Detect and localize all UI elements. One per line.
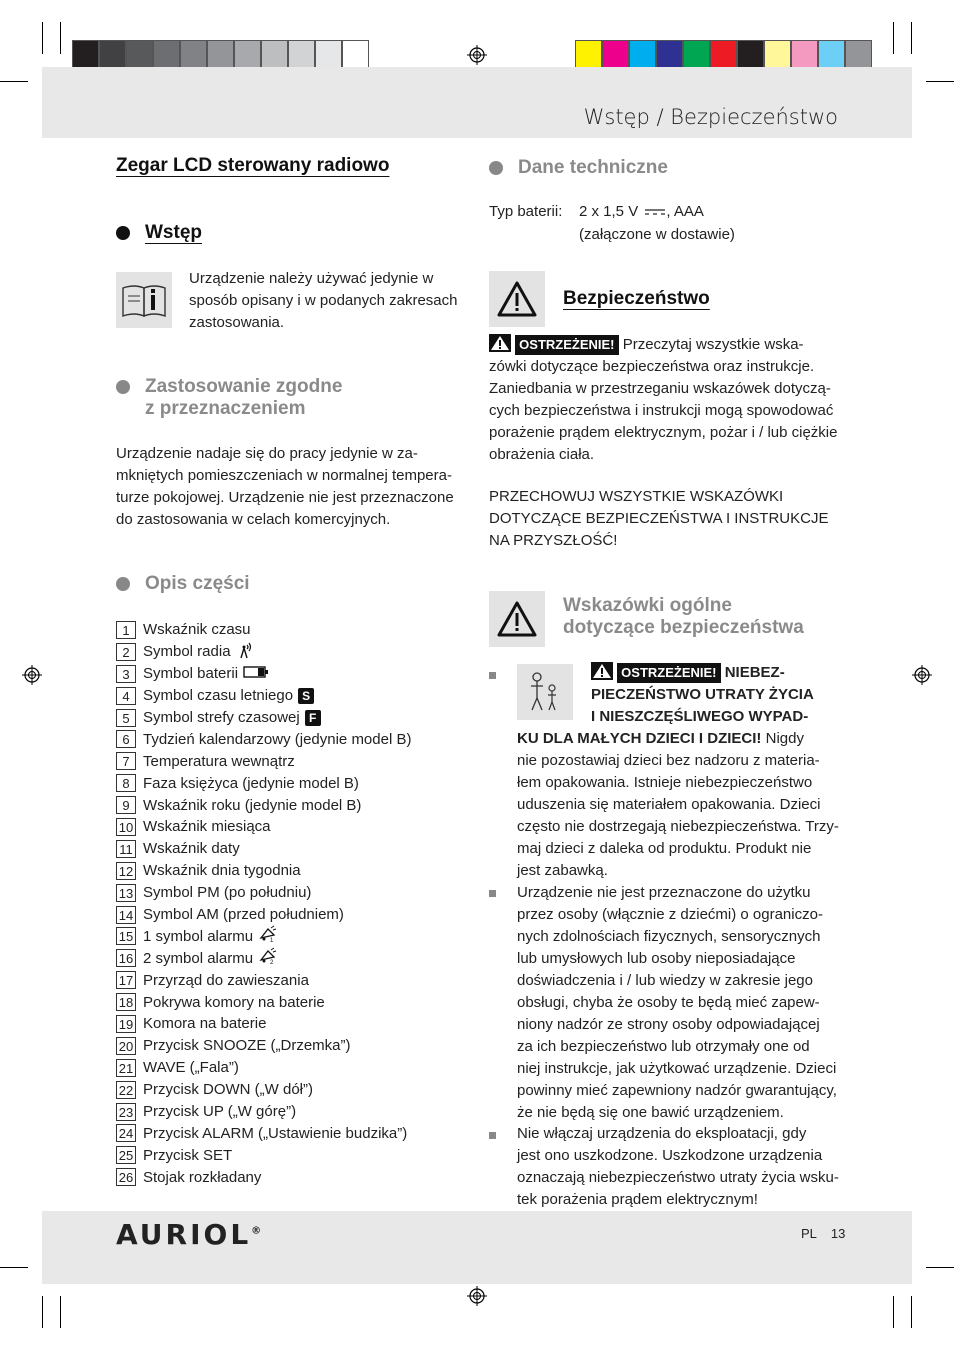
text-line: często nie dostrzegają niebezpieczeństwa. Trzy-	[517, 818, 839, 835]
color-swatch	[72, 40, 99, 69]
text-line: PIECZEŃSTWO UTRATY ŻYCIA	[591, 686, 814, 703]
heading-line: dotyczące bezpieczeństwa	[563, 617, 804, 638]
child-warning-text	[517, 728, 839, 882]
part-number: 7	[116, 752, 136, 770]
color-swatch	[99, 40, 126, 69]
part-label: Wskaźnik dnia tygodnia	[143, 862, 301, 880]
crop-mark	[42, 1296, 43, 1328]
safety-warning-text	[489, 334, 838, 466]
main-title: Zegar LCD sterowany radiowo	[116, 155, 390, 176]
part-label: Komora na baterie	[143, 1015, 267, 1033]
crop-mark	[911, 22, 912, 54]
parts-list-item	[116, 707, 411, 729]
text-line: obrażenia ciała.	[489, 446, 595, 463]
part-label: Wskaźnik czasu	[143, 621, 251, 639]
radio-tower-icon	[236, 641, 254, 663]
parts-list-item	[116, 794, 411, 816]
bullet-dot	[116, 577, 130, 591]
text-line: powinny mieć zapewniony nadzór gwarantujący,	[517, 1082, 837, 1099]
crop-mark	[42, 22, 43, 54]
parts-list-item	[116, 663, 411, 685]
text-line: Zaniedbania w przestrzeganiu wskazówek dotyczą-	[489, 380, 831, 397]
color-swatch	[575, 40, 602, 69]
tech-heading-text: Dane techniczne	[518, 157, 668, 178]
child-warning-icon	[517, 664, 573, 720]
parts-list-item	[116, 1166, 411, 1188]
text-line: I NIESZCZĘŚLIWEGO WYPAD-	[591, 708, 809, 725]
part-number: 2	[116, 643, 136, 661]
parts-list-item	[116, 816, 411, 838]
cmyk-color-strip	[575, 40, 872, 69]
brand-logo	[116, 1218, 264, 1251]
part-number: 23	[116, 1103, 136, 1121]
part-number: 1	[116, 621, 136, 639]
part-number: 9	[116, 796, 136, 814]
part-number: 20	[116, 1037, 136, 1055]
text-line: maj dzieci z daleka od produktu. Produkt nie	[517, 840, 812, 857]
intro-heading-text: Wstęp	[145, 222, 202, 243]
part-label: Wskaźnik miesiąca	[143, 818, 271, 836]
registration-mark-icon	[22, 665, 42, 685]
text-line: Nie włączaj urządzenia do eksploatacji, gdy	[517, 1125, 807, 1142]
part-label: 2 symbol alarmu	[143, 949, 254, 967]
crop-mark	[60, 22, 61, 54]
usage-heading	[116, 376, 342, 420]
bullet-text-damaged	[517, 1123, 839, 1211]
page-number	[801, 1226, 845, 1241]
safety-heading: Bezpieczeństwo	[563, 288, 710, 309]
part-label: Symbol AM (przed południem)	[143, 906, 344, 924]
parts-list-item	[116, 969, 411, 991]
parts-list-item	[116, 728, 411, 750]
part-label: Pokrywa komory na baterie	[143, 993, 325, 1011]
text-line: DOTYCZĄCE BEZPIECZEŃSTWA I INSTRUKCJE	[489, 510, 829, 527]
warning-triangle-icon	[489, 271, 545, 327]
text-line: KU DLA MAŁYCH DZIECI I DZIECI!	[517, 730, 762, 747]
color-swatch	[180, 40, 207, 69]
parts-heading	[116, 573, 250, 595]
part-number: 15	[116, 927, 136, 945]
bullet-dot	[489, 161, 503, 175]
registration-mark-icon	[467, 45, 487, 65]
part-number: 5	[116, 709, 136, 727]
part-label: Wskaźnik daty	[143, 840, 240, 858]
part-number: 22	[116, 1081, 136, 1099]
color-swatch	[602, 40, 629, 69]
symbol-badge-icon: F	[305, 710, 321, 726]
color-swatch	[288, 40, 315, 69]
text-line: zastosowania.	[189, 314, 285, 331]
part-number: 24	[116, 1124, 136, 1142]
part-number: 4	[116, 687, 136, 705]
part-number: 25	[116, 1146, 136, 1164]
parts-list-item	[116, 1013, 411, 1035]
warning-small-icon	[489, 334, 511, 352]
part-number: 19	[116, 1015, 136, 1033]
crop-mark	[0, 1267, 28, 1268]
bullet-square	[489, 672, 496, 679]
text-line: nie pozostawiaj dzieci bez nadzoru z materia-	[517, 752, 820, 769]
part-label: Tydzień kalendarzowy (jedynie model B)	[143, 730, 412, 748]
parts-list-item	[116, 1122, 411, 1144]
text-line: PRZECHOWUJ WSZYSTKIE WSKAZÓWKI	[489, 488, 784, 505]
text-line: niej instrukcje, jak użytkować urządzenie. Dzieci	[517, 1060, 837, 1077]
text-line: doświadczenia i / lub wiedzy w zakresie jego	[517, 972, 813, 989]
part-label: Temperatura wewnątrz	[143, 752, 295, 770]
heading-line: Zastosowanie zgodne	[145, 376, 343, 397]
text-line: cych bezpieczeństwa i instrukcji mogą spowodować	[489, 402, 834, 419]
part-label: Przycisk SNOOZE („Drzemka”)	[143, 1037, 351, 1055]
color-swatch	[710, 40, 737, 69]
color-swatch	[207, 40, 234, 69]
svg-text:1: 1	[270, 938, 274, 944]
parts-list-item	[116, 1101, 411, 1123]
parts-list-item	[116, 1057, 411, 1079]
bullet-dot	[116, 226, 130, 240]
text-line: NIEBEZ-	[724, 664, 785, 681]
part-label: Stojak rozkładany	[143, 1168, 262, 1186]
parts-list	[116, 619, 411, 1188]
warning-badge: OSTRZEŻENIE!	[617, 663, 720, 683]
bullet-dot	[116, 380, 130, 394]
registration-mark-icon	[467, 1286, 487, 1306]
text-line: że nie będą się one bawić urządzeniem.	[517, 1104, 784, 1121]
brand-name: AURIOL	[116, 1218, 252, 1251]
part-label: Przycisk SET	[143, 1146, 233, 1164]
crop-mark	[893, 22, 894, 54]
parts-list-item	[116, 619, 411, 641]
text-line: Urządzenie należy używać jedynie w	[189, 270, 434, 287]
text-line: za ich bezpieczeństwo lub otrzymały one od	[517, 1038, 810, 1055]
part-number: 17	[116, 971, 136, 989]
page-num-value: 13	[830, 1226, 846, 1241]
part-label: Przycisk UP („W górę”)	[143, 1103, 297, 1121]
battery-label: Typ baterii:	[489, 203, 563, 220]
warning-triangle-icon	[489, 591, 545, 647]
heading-line: Wskazówki ogólne	[563, 595, 732, 616]
registered-mark: ®	[251, 1225, 265, 1237]
part-label: Przycisk ALARM („Ustawienie budzika”)	[143, 1124, 408, 1142]
crop-mark	[926, 1267, 954, 1268]
parts-list-item	[116, 772, 411, 794]
battery-value	[579, 201, 704, 223]
part-label: Wskaźnik roku (jedynie model B)	[143, 796, 362, 814]
svg-text:2: 2	[270, 960, 274, 966]
part-number: 13	[116, 884, 136, 902]
text-line: NA PRZYSZŁOŚĆ!	[489, 532, 618, 549]
part-label: Przyrząd do zawieszania	[143, 971, 309, 989]
text-line: obsługi, chyba że osoby te będą mieć zapew-	[517, 994, 820, 1011]
color-swatch	[315, 40, 342, 69]
text-line: nych zdolnościach fizycznych, sensorycznych	[517, 928, 821, 945]
alarm-bell-2-icon	[258, 947, 278, 969]
color-swatch	[737, 40, 764, 69]
warning-small-icon	[591, 662, 613, 680]
text-line: mkniętych pomieszczeniach w normalnej tempera-	[116, 467, 452, 484]
text-line: do zastosowania w celach komercyjnych.	[116, 511, 391, 528]
color-swatch	[342, 40, 369, 69]
crop-mark	[0, 81, 28, 82]
part-number: 11	[116, 840, 136, 858]
language-code: PL	[801, 1226, 817, 1241]
parts-list-item	[116, 1144, 411, 1166]
parts-list-item	[116, 882, 411, 904]
text-line: jest zabawką.	[517, 862, 608, 879]
part-label: Przycisk DOWN („W dół”)	[143, 1081, 313, 1099]
child-warning-header	[591, 662, 814, 728]
parts-list-item	[116, 838, 411, 860]
text-line: łem opakowania. Istnieje niebezpieczeństwo	[517, 774, 813, 791]
part-label: 1 symbol alarmu	[143, 927, 254, 945]
keep-instructions-text	[489, 486, 828, 552]
text-line: niony nadzór ze strony osoby odpowiadającej	[517, 1016, 820, 1033]
color-swatch	[234, 40, 261, 69]
part-label: Symbol PM (po południu)	[143, 884, 312, 902]
color-swatch	[261, 40, 288, 69]
part-number: 26	[116, 1168, 136, 1186]
page-title: Wstęp / Bezpieczeństwo	[583, 105, 838, 129]
part-number: 18	[116, 993, 136, 1011]
text-line: lub umysłowych lub osoby nieposiadające	[517, 950, 796, 967]
alarm-bell-1-icon	[258, 925, 278, 947]
crop-mark	[926, 81, 954, 82]
part-number: 10	[116, 818, 136, 836]
parts-list-item	[116, 1035, 411, 1057]
intro-heading	[116, 222, 202, 244]
part-number: 3	[116, 665, 136, 683]
battery-type: , AAA	[666, 203, 704, 220]
text-line: zówki dotyczące bezpieczeństwa oraz instrukcje.	[489, 358, 815, 375]
color-swatch	[818, 40, 845, 69]
color-swatch	[153, 40, 180, 69]
text-line: sposób opisany i w podanych zakresach	[189, 292, 458, 309]
parts-list-item	[116, 685, 411, 707]
part-number: 8	[116, 774, 136, 792]
text-line: tek porażenia prądem elektrycznym!	[517, 1191, 758, 1208]
parts-list-item	[116, 860, 411, 882]
parts-list-item	[116, 904, 411, 926]
info-book-icon	[116, 272, 172, 328]
parts-heading-text: Opis części	[145, 573, 250, 594]
parts-list-item	[116, 641, 411, 663]
crop-mark	[911, 1296, 912, 1328]
part-number: 12	[116, 862, 136, 880]
color-swatch	[845, 40, 872, 69]
color-swatch	[791, 40, 818, 69]
color-swatch	[629, 40, 656, 69]
color-swatch	[126, 40, 153, 69]
intro-text	[189, 268, 458, 334]
text-line: Nigdy	[761, 730, 804, 747]
part-label: Faza księżyca (jedynie model B)	[143, 774, 359, 792]
part-number: 6	[116, 730, 136, 748]
parts-list-item	[116, 1079, 411, 1101]
heading-line: z przeznaczeniem	[145, 398, 306, 419]
part-number: 16	[116, 949, 136, 967]
color-swatch	[656, 40, 683, 69]
part-label: Symbol radia	[143, 643, 231, 661]
warning-badge: OSTRZEŻENIE!	[515, 335, 618, 355]
parts-list-item	[116, 991, 411, 1013]
symbol-badge-icon: S	[298, 688, 314, 704]
parts-list-item	[116, 947, 411, 969]
text-line: przez osoby (włącznie z dziećmi) o ograniczo-	[517, 906, 823, 923]
registration-mark-icon	[912, 665, 932, 685]
battery-voltage: 2 x 1,5 V	[579, 203, 639, 220]
text-line: porażenie prądem elektrycznym, pożar i / lub ciężkie	[489, 424, 838, 441]
part-label: Symbol baterii	[143, 665, 239, 683]
battery-icon	[243, 665, 269, 683]
color-swatch	[683, 40, 710, 69]
bullet-text-persons	[517, 882, 837, 1124]
text-line: uduszenia się materiałem opakowania. Dzieci	[517, 796, 821, 813]
text-line: Urządzenie nadaje się do pracy jedynie w za-	[116, 445, 418, 462]
usage-text	[116, 443, 454, 531]
dc-symbol-icon	[644, 207, 666, 217]
tech-heading	[489, 157, 668, 179]
crop-mark	[60, 1296, 61, 1328]
crop-mark	[893, 1296, 894, 1328]
part-label: WAVE („Fala”)	[143, 1059, 239, 1077]
color-swatch	[764, 40, 791, 69]
part-number: 21	[116, 1059, 136, 1077]
text-line: Urządzenie nie jest przeznaczone do użytku	[517, 884, 811, 901]
bullet-square	[489, 1132, 496, 1139]
text-line: turze pokojowej. Urządzenie nie jest przeznaczone	[116, 489, 454, 506]
battery-note: (załączone w dostawie)	[579, 226, 735, 243]
part-label: Symbol strefy czasowej	[143, 709, 300, 726]
parts-list-item	[116, 750, 411, 772]
text-line: oznaczają niebezpieczeństwo utraty życia wsku-	[517, 1169, 839, 1186]
part-label: Symbol czasu letniego	[143, 687, 294, 705]
general-safety-heading	[563, 595, 804, 639]
text-line: Przeczytaj wszystkie wska-	[622, 336, 804, 353]
parts-list-item	[116, 925, 411, 947]
bullet-square	[489, 890, 496, 897]
part-number: 14	[116, 906, 136, 924]
gray-color-strip	[72, 40, 369, 69]
text-line: jest ono uszkodzone. Uszkodzone urządzenia	[517, 1147, 823, 1164]
